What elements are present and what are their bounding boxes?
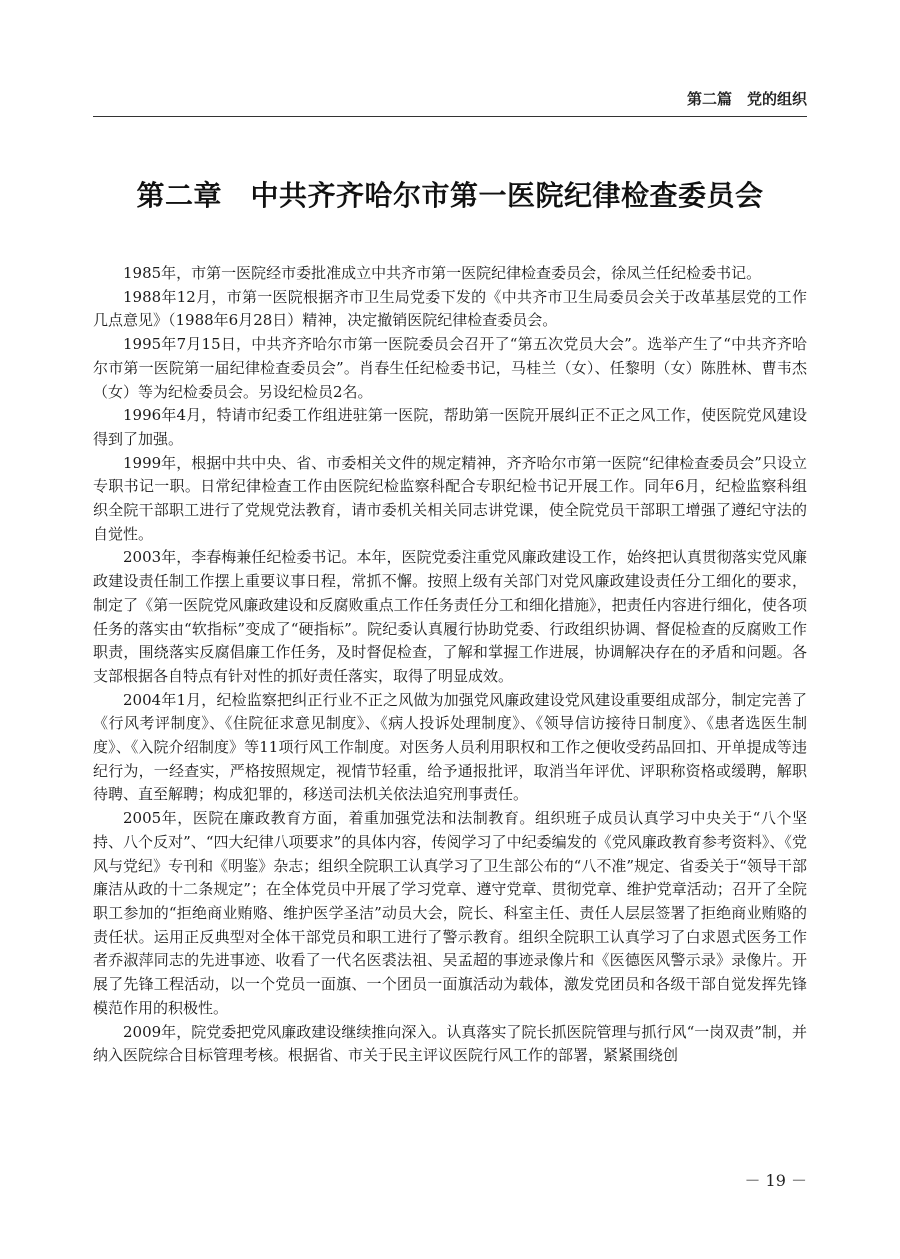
paragraph: 1999年，根据中共中央、省、市委相关文件的规定精神，齐齐哈尔市第一医院“纪律检查委员会”只设立专职书记一职。日常纪律检查工作由医院纪检监察科配合专职纪检书记开展工作。同年6月，纪检监察科组织全院干部职工进行了党规党法教育，请市委机关相关同志讲党课，使全院党员干部职工增强了遵纪守法的自觉性。 [93, 453, 807, 543]
header-divider [93, 116, 807, 117]
paragraph: 2004年1月，纪检监察把纠正行业不正之风做为加强党风廉政建设党风建设重要组成部分，制定完善了《行风考评制度》、《住院征求意见制度》、《病人投诉处理制度》、《领导信访接待日制度》、《患者选医生制度》、《入院介绍制度》等11项行风工作制度。对医务人员利用职权和工作之便收受药品回扣、开单提成等违纪行为，一经查实，严格按照规定，视情节轻重，给予通报批评，取消当年评优、评职称资格或缓聘，解职待聘、直至解聘；构成犯罪的，移送司法机关依法追究刑事责任。 [93, 690, 807, 804]
paragraph: 2003年，李春梅兼任纪检委书记。本年，医院党委注重党风廉政建设工作，始终把认真贯彻落实党风廉政建设责任制工作摆上重要议事日程，常抓不懈。按照上级有关部门对党风廉政建设责任分工细化的要求，制定了《第一医院党风廉政建设和反腐败重点工作任务责任分工和细化措施》，把责任内容进行细化，使各项任务的落实由“软指标”变成了“硬指标”。院纪委认真履行协助党委、行政组织协调、督促检查的反腐败工作职责，围绕落实反腐倡廉工作任务，及时督促检查，了解和掌握工作进展，协调解决存在的矛盾和问题。各支部根据各自特点有针对性的抓好责任落实，取得了明显成效。 [93, 548, 807, 685]
running-header: 第二篇 党的组织 [686, 90, 807, 108]
paragraph: 1985年，市第一医院经市委批准成立中共齐市第一医院纪律检查委员会，徐凤兰任纪检委书记。 [123, 264, 762, 282]
body-text [93, 262, 807, 1068]
chapter-title: 第二章 中共齐齐哈尔市第一医院纪律检查委员会 [136, 179, 764, 212]
paragraph: 1988年12月，市第一医院根据齐市卫生局党委下发的《中共齐市卫生局委员会关于改革基层党的工作几点意见》（1988年6月28日）精神，决定撤销医院纪律检查委员会。 [93, 287, 807, 330]
paragraph: 2009年，院党委把党风廉政建设继续推向深入。认真落实了院长抓医院管理与抓行风“一岗双责”制，并纳入医院综合目标管理考核。根据省、市关于民主评议医院行风工作的部署，紧紧围绕创 [93, 1022, 807, 1065]
page-number: － 19 － [744, 1171, 807, 1190]
paragraph: 1995年7月15日，中共齐齐哈尔市第一医院委员会召开了“第五次党员大会”。选举产生了“中共齐齐哈尔市第一医院第一届纪律检查委员会”。肖春生任纪检委书记，马桂兰（女）、任黎明（女）陈胜林、曹韦杰（女）等为纪检委员会。另设纪检员2名。 [93, 335, 807, 401]
paragraph: 2005年，医院在廉政教育方面，着重加强党法和法制教育。组织班子成员认真学习中央关于“八个坚持、八个反对”、“四大纪律八项要求”的具体内容，传阅学习了中纪委编发的《党风廉政教育参考资料》、《党风与党纪》专刊和《明鉴》杂志；组织全院职工认真学习了卫生部公布的“八不准”规定、省委关于“领导干部廉洁从政的十二条规定”；在全体党员中开展了学习党章、遵守党章、贯彻党章、维护党章活动；召开了全院职工参加的“拒绝商业贿赂、维护医学圣洁”动员大会，院长、科室主任、责任人层层签署了拒绝商业贿赂的责任状。运用正反典型对全体干部党员和职工进行了警示教育。组织全院职工认真学习了白求恩式医务工作者乔淑萍同志的先进事迹、收看了一代名医裘法祖、吴孟超的事迹录像片和《医德医风警示录》录像片。开展了先锋工程活动，以一个党员一面旗、一个团员一面旗活动为载体，激发党团员和各级干部自觉发挥先锋模范作用的积极性。 [93, 809, 807, 1017]
paragraph: 1996年4月，特请市纪委工作组进驻第一医院，帮助第一医院开展纠正不正之风工作，使医院党风建设得到了加强。 [93, 406, 807, 448]
